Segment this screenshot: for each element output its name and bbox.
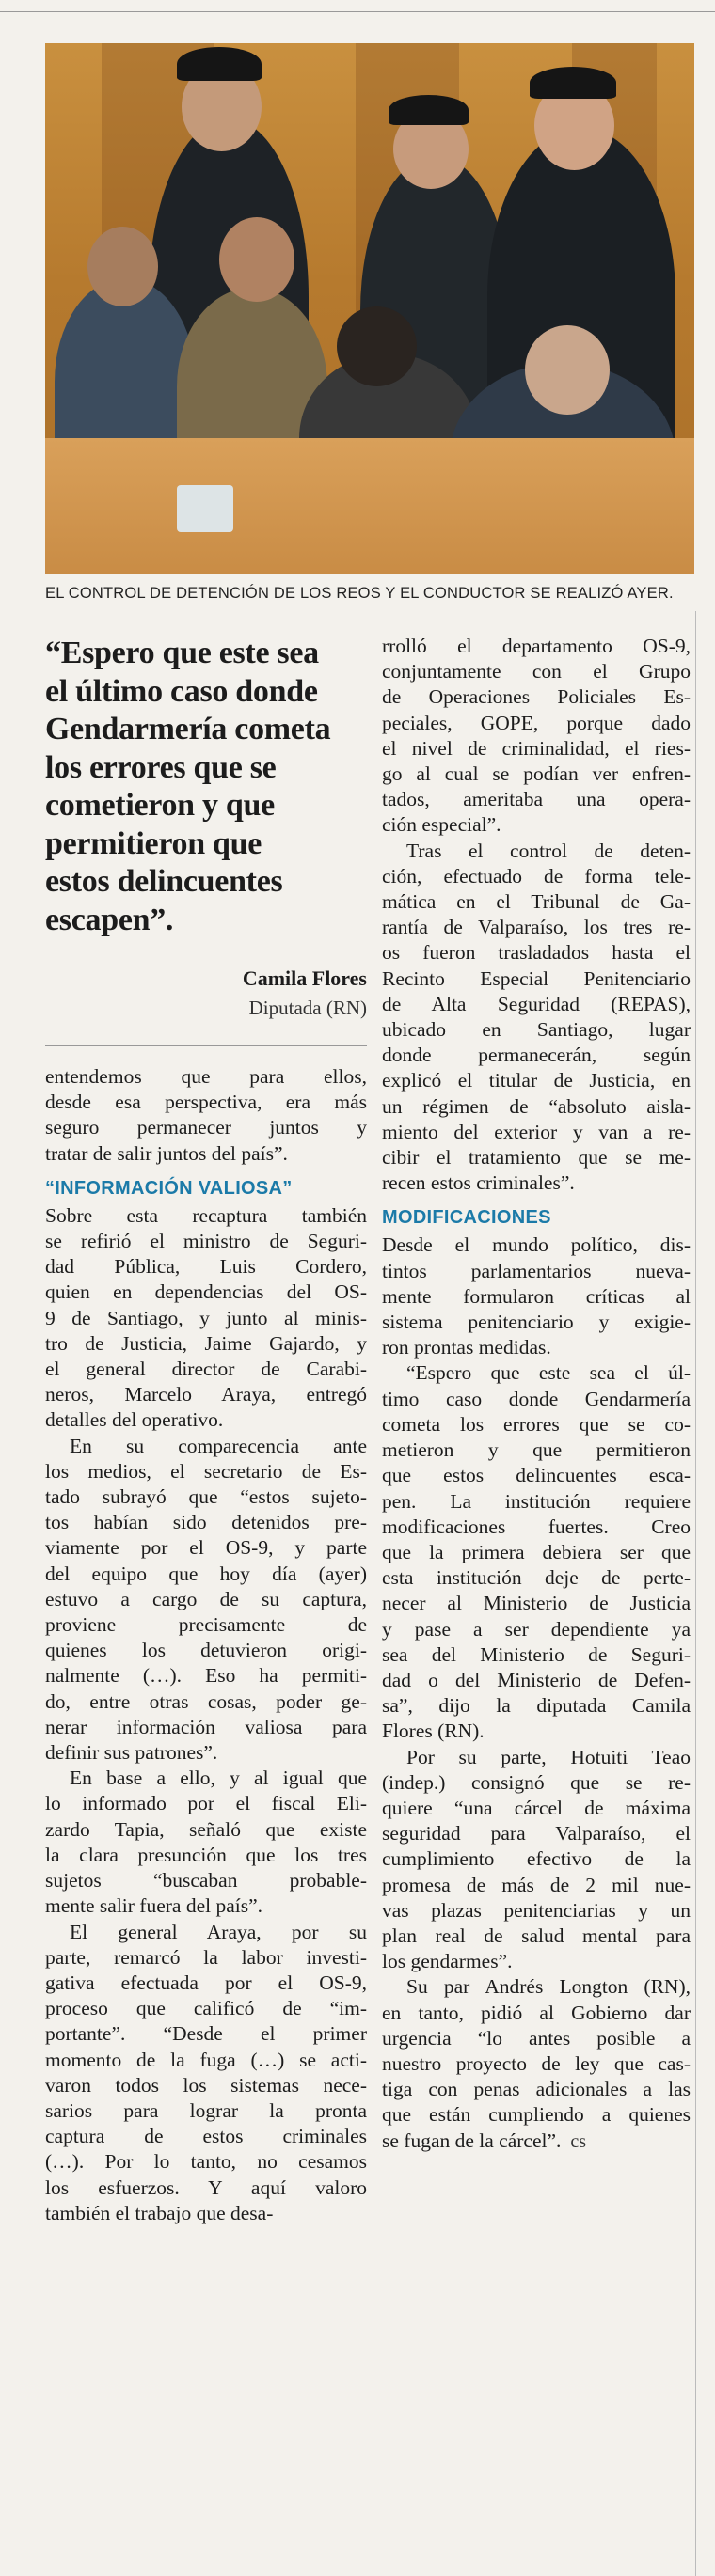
article-paragraph: [45, 1434, 367, 1767]
text-line: ron prontas medidas.: [382, 1336, 551, 1359]
text-line: seguridad para Valparaíso, el: [382, 1822, 691, 1846]
text-line: quien en dependencias del OS-: [45, 1280, 367, 1304]
article-column-left: [45, 1064, 367, 2226]
section-heading: “INFORMACIÓN VALIOSA”: [45, 1177, 293, 1199]
text-line: sea del Ministerio de Seguri-: [382, 1642, 691, 1666]
text-line: de Alta Seguridad (REPAS),: [382, 992, 691, 1015]
column-edge-rule: [695, 611, 696, 2576]
text-line: detalles del operativo.: [45, 1408, 224, 1432]
text-line: nalmente (…). Eso ha permiti-: [45, 1664, 367, 1688]
text-line: tos habían sido detenidos pre-: [45, 1511, 367, 1534]
quote-author-role: Diputada (RN): [248, 997, 367, 1019]
article-paragraph: [45, 1203, 367, 1434]
text-line: que estos delincuentes esca-: [382, 1464, 691, 1487]
text-line: lo informado por el fiscal Eli-: [45, 1792, 367, 1815]
text-line: tiga con penas adicionales a las: [382, 2078, 691, 2101]
text-line: go al cual se podían ver enfren-: [382, 762, 691, 786]
text-line: parte, remarcó la labor investi-: [45, 1945, 367, 1969]
text-line: ción, efectuado de forma tele-: [382, 864, 691, 887]
pull-quote-line: el último caso donde: [45, 673, 318, 709]
text-line: 9 de Santiago, y junto al minis-: [45, 1306, 367, 1329]
text-line: miento del exterior y van a re-: [382, 1120, 691, 1143]
pull-quote-line: cometieron y que: [45, 788, 275, 823]
text-line: se refirió el ministro de Seguri-: [45, 1230, 367, 1253]
guard-cap: [530, 67, 616, 99]
text-line: quiere “una cárcel de máxima: [382, 1796, 691, 1819]
photo-caption: EL CONTROL DE DETENCIÓN DE LOS REOS Y EL CONDUCTOR SE REALIZÓ AYER.: [45, 585, 674, 602]
text-line: Por su parte, Hotuiti Teao: [406, 1745, 691, 1768]
text-line: peciales, GOPE, porque dado: [382, 711, 691, 734]
text-line: desde esa perspectiva, era más: [45, 1091, 367, 1114]
text-line: ubicado en Santiago, lugar: [382, 1018, 691, 1042]
text-line: recen estos criminales”.: [382, 1171, 575, 1195]
text-line: y pase a ser dependiente ya: [382, 1617, 691, 1641]
text-line: en tanto, pidió al Gobierno dar: [382, 2001, 691, 2024]
text-line: cibir el tratamiento que se me-: [382, 1146, 691, 1170]
text-line: Sobre esta recaptura también: [45, 1203, 367, 1227]
text-line: tados, ameritaba una opera-: [382, 788, 691, 811]
text-line: que la primera debiera ser que: [382, 1540, 691, 1563]
text-line: donde permanecerán, según: [382, 1044, 691, 1067]
text-line: la clara presunción que los tres: [45, 1843, 367, 1866]
article-paragraph: [45, 1766, 367, 1919]
quote-author: Camila Flores: [242, 966, 367, 990]
text-line: do, entre otras cosas, poder ge-: [45, 1689, 367, 1713]
text-line: nuestro proyecto de ley que cas-: [382, 2051, 691, 2075]
top-rule: [0, 11, 715, 12]
text-line: sujetos “buscaban probable-: [45, 1869, 367, 1893]
courtroom-photo: [45, 43, 694, 574]
text-line: tintos parlamentarios nueva-: [382, 1259, 691, 1282]
text-line: necer al Ministerio de Justicia: [382, 1592, 691, 1615]
text-line: gativa efectuada por el OS-9,: [45, 1971, 367, 1994]
text-line: “Espero que este sea el úl-: [406, 1361, 691, 1385]
text-line: varon todos los sistemas nece-: [45, 2073, 367, 2097]
text-line: Recinto Especial Penitenciario: [382, 966, 691, 990]
guard-cap: [389, 95, 469, 125]
text-line: (indep.) consignó que se re-: [382, 1770, 691, 1794]
text-line: conjuntamente con el Grupo: [382, 660, 691, 683]
text-line: (…). Por lo tanto, no cesamos: [45, 2150, 367, 2174]
text-line: momento de la fuga (…) se acti-: [45, 2048, 367, 2071]
text-line: estuvo a cargo de su captura,: [45, 1587, 367, 1610]
defendant-head: [337, 306, 417, 386]
text-line: nerar información valiosa para: [45, 1715, 367, 1738]
pull-quote: [45, 635, 367, 939]
article-paragraph: [382, 1233, 691, 1360]
pull-quote-line: “Espero que este sea: [45, 636, 319, 670]
text-line: os fueron trasladados hasta el: [382, 941, 691, 965]
text-line: portante”. “Desde el primer: [45, 2022, 367, 2046]
article-paragraph: [45, 1064, 367, 1167]
text-line: tro de Justicia, Jaime Gajardo, y: [45, 1331, 367, 1355]
text-line: Su par Andrés Longton (RN),: [406, 1975, 691, 1999]
text-line: sarios para lograr la pronta: [45, 2098, 367, 2122]
cup-icon: [177, 485, 233, 532]
text-line: los medios, el secretario de Es-: [45, 1459, 367, 1483]
text-line: rantía de Valparaíso, los tres re-: [382, 916, 691, 939]
article-paragraph: [382, 1974, 691, 2154]
text-line: quienes los detuvieron origi-: [45, 1639, 367, 1662]
text-line: Desde el mundo político, dis-: [382, 1233, 691, 1257]
text-line: El general Araya, por su: [70, 1920, 367, 1943]
article-paragraph: [382, 1360, 691, 1744]
text-line: se fugan de la cárcel”. cs: [382, 2128, 587, 2152]
text-line: tratar de salir juntos del país”.: [45, 1141, 288, 1165]
text-line: Flores (RN).: [382, 1720, 485, 1743]
text-line: Tras el control de deten-: [406, 839, 691, 862]
text-line: En base a ello, y al igual que: [70, 1767, 367, 1790]
pull-quote-line: los errores que se: [45, 749, 277, 785]
pull-quote-line: Gendarmería cometa: [45, 712, 331, 746]
end-mark-icon: cs: [570, 2130, 587, 2152]
text-line: seguro permanecer juntos y: [45, 1116, 367, 1139]
text-line: zardo Tapia, señaló que existe: [45, 1817, 367, 1841]
quote-separator: [45, 1045, 367, 1046]
text-line: pen. La institución requiere: [382, 1489, 691, 1513]
pull-quote-line: permitieron que: [45, 825, 262, 861]
text-line: los esfuerzos. Y aquí valoro: [45, 2175, 367, 2199]
text-line: proceso que calificó de “im-: [45, 1997, 367, 2020]
text-line: del equipo que hoy día (ayer): [45, 1562, 367, 1585]
pull-quote-line: estos delincuentes: [45, 864, 283, 899]
defendant-head: [525, 325, 610, 415]
text-line: timo caso donde Gendarmería: [382, 1387, 691, 1410]
text-line: sa”, dijo la diputada Camila: [382, 1694, 691, 1718]
article-paragraph: [45, 1920, 367, 2226]
text-line: plan real de salud mental para: [382, 1924, 691, 1947]
text-line: explicó el titular de Justicia, en: [382, 1069, 691, 1092]
text-line: vas plazas penitenciarias y un: [382, 1898, 691, 1922]
text-line: urgencia “lo antes posible a: [382, 2026, 691, 2050]
text-line: modificaciones fuertes. Creo: [382, 1515, 691, 1538]
text-line: esta institución deje de perte-: [382, 1566, 691, 1590]
text-line: el nivel de criminalidad, el ries-: [382, 736, 691, 760]
defendant-head: [87, 227, 158, 306]
text-line: promesa de más de 2 mil nue-: [382, 1873, 691, 1896]
text-line: En su comparecencia ante: [70, 1434, 367, 1457]
text-line: ción especial”.: [382, 813, 501, 837]
text-line: definir sus patrones”.: [45, 1741, 218, 1765]
text-line: mática en el Tribunal de Ga-: [382, 890, 691, 914]
article-paragraph: [382, 839, 691, 1197]
text-line: un régimen de “absoluto aisla-: [382, 1094, 691, 1118]
guard-cap: [177, 47, 262, 81]
text-line: mente salir fuera del país”.: [45, 1894, 263, 1918]
article-column-right: [382, 634, 691, 2155]
text-line: también el trabajo que desa-: [45, 2201, 274, 2224]
courtroom-desk: [45, 438, 694, 574]
text-line: entendemos que para ellos,: [45, 1065, 367, 1088]
text-line: tado subrayó que “estos sujeto-: [45, 1485, 367, 1509]
section-heading: MODIFICACIONES: [382, 1207, 551, 1229]
text-line: rrolló el departamento OS-9,: [382, 635, 691, 657]
article-paragraph: [382, 634, 691, 839]
text-line: proviene precisamente de: [45, 1613, 367, 1637]
text-line: sistema penitenciario y exigie-: [382, 1311, 691, 1334]
text-line: metieron y que permitieron: [382, 1438, 691, 1462]
text-line: captura de estos criminales: [45, 2125, 367, 2148]
text-line: cumplimiento efectivo de la: [382, 1847, 691, 1871]
text-line: el general director de Carabi-: [45, 1358, 367, 1381]
text-line: dad Pública, Luis Cordero,: [45, 1255, 367, 1279]
text-line: los gendarmes”.: [382, 1950, 513, 1973]
text-line: mente formularon críticas al: [382, 1284, 691, 1308]
text-line: cometa los errores que se co-: [382, 1412, 691, 1436]
text-line: que están cumpliendo a quienes: [382, 2103, 691, 2127]
text-line: dad o del Ministerio de Defen-: [382, 1668, 691, 1691]
article-paragraph: [382, 1745, 691, 1975]
text-line: viamente por el OS-9, y parte: [45, 1536, 367, 1560]
defendant-head: [219, 217, 294, 302]
pull-quote-line: escapen”.: [45, 902, 174, 937]
text-line: de Operaciones Policiales Es-: [382, 685, 691, 709]
text-line: neros, Marcelo Araya, entregó: [45, 1383, 367, 1406]
